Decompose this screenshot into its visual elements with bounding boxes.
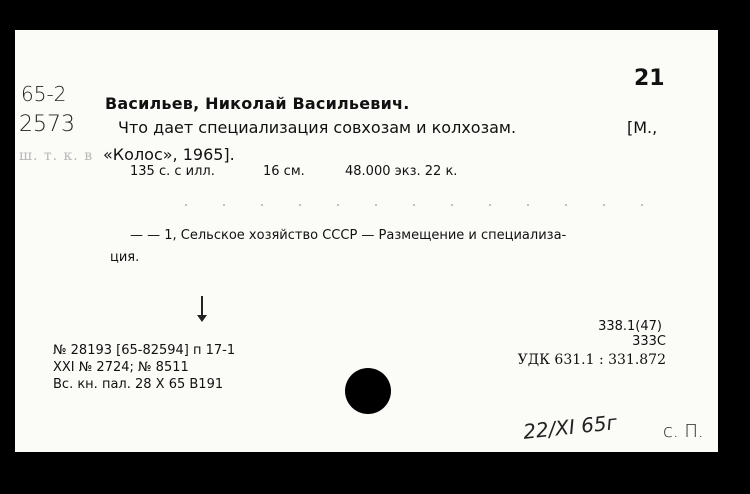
size: 16 см. — [263, 164, 305, 179]
handwritten-initials: с. П. — [663, 421, 704, 442]
pages: 135 с. с илл. — [130, 164, 215, 179]
registration-line-3: Вс. кн. пал. 28 X 65 В191 — [53, 377, 224, 392]
udk-index: УДК 631.1 : 331.872 — [517, 352, 666, 368]
punch-hole — [345, 368, 391, 414]
subject-heading-continued: ция. — [110, 250, 140, 265]
author-heading: Васильев, Николай Васильевич. — [105, 94, 410, 113]
registration-line-2: XXI № 2724; № 8511 — [53, 360, 189, 375]
author-mark: 333С — [632, 334, 666, 349]
bbk-index: 338.1(47) — [598, 319, 662, 334]
shelfmark-bottom: 2573 — [19, 112, 75, 137]
registration-line-1: № 28193 [65-82594] п 17-1 — [53, 343, 236, 358]
arrow-mark — [201, 296, 203, 320]
handwritten-signature: 22/XI 65г — [522, 410, 619, 444]
subject-heading: — — 1, Сельское хозяйство СССР — Размещение и специализа- — [130, 228, 567, 243]
dotted-divider — [185, 204, 675, 206]
imprint-publisher: «Колос», 1965]. — [103, 145, 235, 164]
card-number: 21 — [634, 66, 665, 91]
faint-stamp: ш. т. к. в — [19, 148, 94, 164]
copies-price: 48.000 экз. 22 к. — [345, 164, 458, 179]
catalog-card — [15, 30, 718, 452]
shelfmark-top: 65-2 — [21, 82, 67, 106]
book-title: Что дает специализация совхозам и колхозам. — [118, 118, 517, 137]
imprint-place: [М., — [627, 118, 658, 137]
